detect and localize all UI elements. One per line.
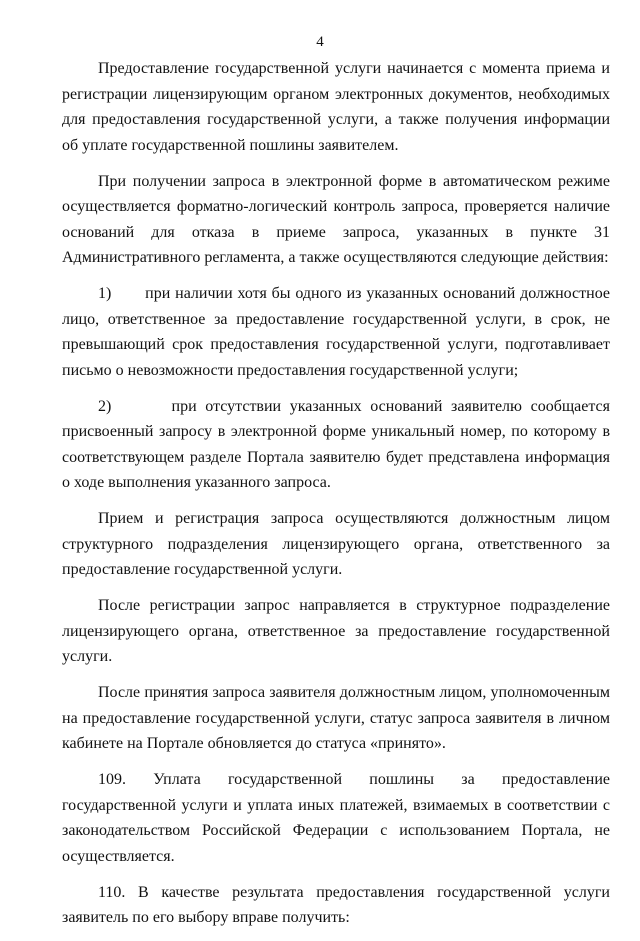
paragraph-item-2: 2) при отсутствии указанных оснований заявителю сообщается присвоенный запросу в электронной форме уникальный номер, по которому в соответствующем разделе Портала заявителю будет представлена информация о ходе выполнения указанного запроса. — [62, 397, 610, 491]
document-body — [62, 56, 610, 941]
paragraph-registration: Прием и регистрация запроса осуществляются должностным лицом структурного подразделения лицензирующего органа, ответственного за предоставление государственной услуги. — [62, 510, 610, 578]
paragraph-service-start: Предоставление государственной услуги начинается с момента приема и регистрации лицензирующим органом электронных документов, необходимых для предоставления государственной услуги, а также получения информации об уплате государственной пошлины заявителем. — [62, 60, 610, 154]
paragraph-electronic-request: При получении запроса в электронной форме в автоматическом режиме осуществляется форматно-логический контроль запроса, проверяется наличие оснований для отказа в приеме запроса, указанных в пункте 31 Административного регламента, а также осуществляются следующие действия: — [62, 172, 610, 266]
paragraph-item-1: 1) при наличии хотя бы одного из указанных оснований должностное лицо, ответственное за предоставление государственной услуги, в срок, не превышающий срок предоставления государственной услуги, подготавливает письмо о невозможности предоставления государственной услуги; — [62, 285, 610, 379]
paragraph-after-registration: После регистрации запрос направляется в структурное подразделение лицензирующего органа, ответственное за предоставление государственной услуги. — [62, 597, 610, 665]
page-number: 4 — [316, 34, 324, 50]
paragraph-109: 109. Уплата государственной пошлины за предоставление государственной услуги и уплата иных платежей, взимаемых в соответствии с законодательством Российской Федерации с использованием Портала, не осуществляется. — [62, 771, 610, 865]
paragraph-110: 110. В качестве результата предоставления государственной услуги заявитель по его выбору вправе получить: — [62, 883, 610, 926]
paragraph-status-accepted: После принятия запроса заявителя должностным лицом, уполномоченным на предоставление государственной услуги, статус запроса заявителя в личном кабинете на Портале обновляется до статуса «принято». — [62, 684, 610, 752]
